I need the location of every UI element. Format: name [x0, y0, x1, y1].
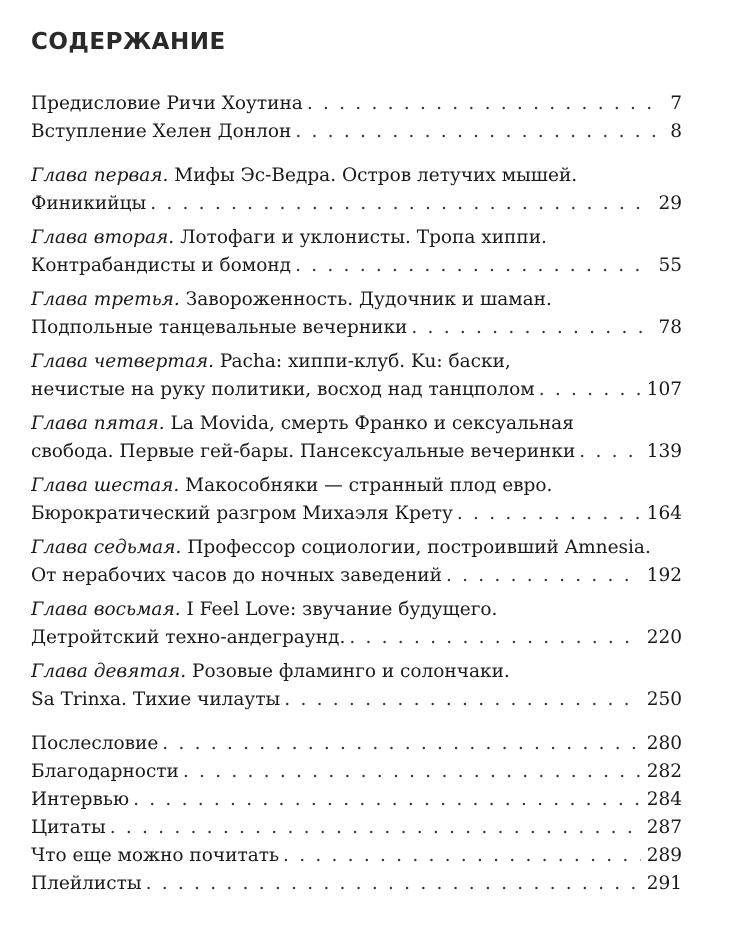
toc-entry-chapter-8[interactable]: [31, 596, 682, 652]
chapter-title-line1: I Feel Love: звучание будущего.: [186, 599, 498, 620]
leader-dots: [411, 314, 652, 342]
page-number: 289: [646, 845, 682, 866]
leader-dots: [110, 814, 641, 842]
chapter-title-line2: Контрабандисты и бомонд: [31, 255, 292, 276]
toc-entry-chapter-3[interactable]: [31, 286, 682, 342]
leader-dots: [133, 786, 641, 814]
leader-dots: [284, 686, 640, 714]
toc-entry-quotes[interactable]: [31, 814, 682, 842]
toc-entry-chapter-1[interactable]: [31, 162, 682, 218]
toc-entry-chapter-5[interactable]: [31, 410, 682, 466]
leader-dots: [579, 438, 640, 466]
page-number: 282: [646, 761, 682, 782]
toc-entry-further-reading[interactable]: [31, 842, 682, 870]
toc-heading: СОДЕРЖАНИЕ: [31, 29, 226, 55]
chapter-label: Глава вторая.: [31, 227, 175, 248]
toc-entry-chapter-9[interactable]: [31, 658, 682, 714]
leader-dots: [446, 562, 641, 590]
chapter-label: Глава третья.: [31, 289, 180, 310]
page-number: 192: [646, 565, 682, 586]
entry-title: Цитаты: [31, 817, 106, 838]
chapter-title-line1: Макособняки — странный плод евро.: [185, 475, 553, 496]
entry-title: Интервью: [31, 789, 130, 810]
chapter-title-line2: Финикийцы: [31, 193, 147, 214]
page-number: 164: [646, 503, 682, 524]
leader-dots: [349, 624, 640, 652]
entry-title: Что еще можно почитать: [31, 845, 280, 866]
page-number: 78: [658, 317, 682, 338]
page-number: 291: [646, 873, 682, 894]
chapter-title-line2: свобода. Первые гей-бары. Пансексуальные вечеринки: [31, 441, 576, 462]
page-number: 55: [658, 255, 682, 276]
leader-dots: [146, 870, 641, 898]
page-number: 7: [670, 93, 682, 114]
chapter-label: Глава седьмая.: [31, 537, 182, 558]
chapter-label: Глава четвертая.: [31, 351, 214, 372]
leader-dots: [295, 252, 652, 280]
chapter-title-line1: Мифы Эс-Ведра. Остров летучих мышей.: [174, 165, 578, 186]
chapter-title-line2: От нерабочих часов до ночных заведений: [31, 565, 442, 586]
chapter-title-line1: Завороженность. Дудочник и шаман.: [185, 289, 552, 310]
leader-dots: [183, 758, 641, 786]
toc-entry-chapter-2[interactable]: [31, 224, 682, 280]
toc-entry-acknowledgements[interactable]: [31, 758, 682, 786]
chapter-title-line2: нечистые на руку политики, восход над танцполом: [31, 379, 535, 400]
toc-entry-chapter-7[interactable]: [31, 534, 682, 590]
chapter-title-line2: Детройтский техно-андеграунд.: [31, 627, 346, 648]
chapter-label: Глава первая.: [31, 165, 169, 186]
chapter-label: Глава восьмая.: [31, 599, 181, 620]
toc-entry-foreword[interactable]: [31, 90, 682, 118]
leader-dots: [295, 118, 664, 146]
page-number: 8: [670, 121, 682, 142]
leader-dots: [539, 376, 641, 404]
chapter-title-line1: Pacha: хиппи-клуб. Ku: баски,: [219, 351, 511, 372]
leader-dots: [283, 842, 641, 870]
page-number: 29: [658, 193, 682, 214]
chapter-title-line1: Профессор социологии, построивший Amnesia.: [187, 537, 651, 558]
toc-entry-chapter-6[interactable]: [31, 472, 682, 528]
page-number: 287: [646, 817, 682, 838]
page-number: 280: [646, 733, 682, 754]
toc-entry-afterword[interactable]: [31, 730, 682, 758]
page-number: 139: [646, 441, 682, 462]
chapter-title-line1: Розовые фламинго и солончаки.: [192, 661, 510, 682]
chapter-title-line2: Подпольные танцевальные вечерники: [31, 317, 408, 338]
toc-entry-introduction[interactable]: [31, 118, 682, 146]
page-number: 250: [646, 689, 682, 710]
entry-title: Вступление Хелен Донлон: [31, 121, 292, 142]
chapter-title-line1: Лотофаги и уклонисты. Тропа хиппи.: [180, 227, 547, 248]
toc-entry-interview[interactable]: [31, 786, 682, 814]
chapter-title-line1: La Movida, смерть Франко и сексуальная: [170, 413, 574, 434]
chapter-label: Глава девятая.: [31, 661, 187, 682]
chapter-title-line2: Бюрократический разгром Михаэля Крету: [31, 503, 453, 524]
page-number: 107: [646, 379, 682, 400]
entry-title: Послесловие: [31, 733, 159, 754]
chapter-title-line2: Sa Trinxa. Тихие чилауты: [31, 689, 281, 710]
toc-entry-chapter-4[interactable]: [31, 348, 682, 404]
leader-dots: [162, 730, 640, 758]
chapter-label: Глава шестая.: [31, 475, 180, 496]
entry-title: Плейлисты: [31, 873, 142, 894]
leader-dots: [150, 190, 652, 218]
entry-title: Предисловие Ричи Хоутина: [31, 93, 303, 114]
chapter-label: Глава пятая.: [31, 413, 165, 434]
toc-entry-playlists[interactable]: [31, 870, 682, 898]
entry-title: Благодарности: [31, 761, 179, 782]
page-number: 220: [646, 627, 682, 648]
leader-dots: [457, 500, 641, 528]
leader-dots: [307, 90, 664, 118]
page-number: 284: [646, 789, 682, 810]
